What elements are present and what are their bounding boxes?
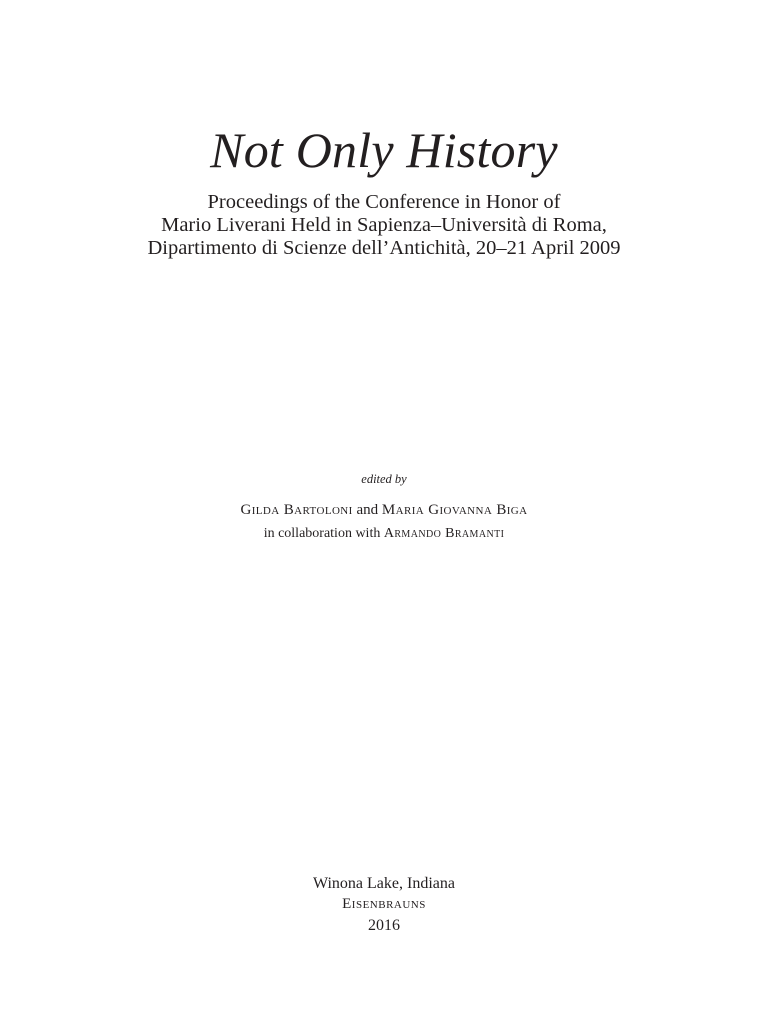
- editors-line: [0, 500, 768, 520]
- publisher-block: [0, 873, 768, 936]
- publisher-place: Winona Lake, Indiana: [313, 875, 455, 892]
- subtitle-line-1: Proceedings of the Conference in Honor of: [207, 191, 561, 213]
- publication-year: 2016: [368, 917, 400, 934]
- book-subtitle: [0, 191, 768, 260]
- edited-by-label: edited by: [361, 472, 407, 486]
- publisher-name: Eisenbrauns: [342, 896, 426, 912]
- editor-name-1: Gilda Bartoloni: [240, 502, 353, 518]
- subtitle-line-3: Dipartimento di Scienze dell’Antichità, 20–21 April 2009: [147, 237, 621, 259]
- book-title: Not Only History: [210, 122, 558, 178]
- collaboration-line: [0, 524, 768, 544]
- editors-conjunction: and: [356, 502, 379, 518]
- collaborator-name: Armando Bramanti: [383, 526, 505, 541]
- subtitle-line-2: Mario Liverani Held in Sapienza–Università di Roma,: [161, 214, 607, 236]
- collaboration-prefix: in collaboration with: [263, 526, 381, 541]
- editor-name-2: Maria Giovanna Biga: [381, 502, 528, 518]
